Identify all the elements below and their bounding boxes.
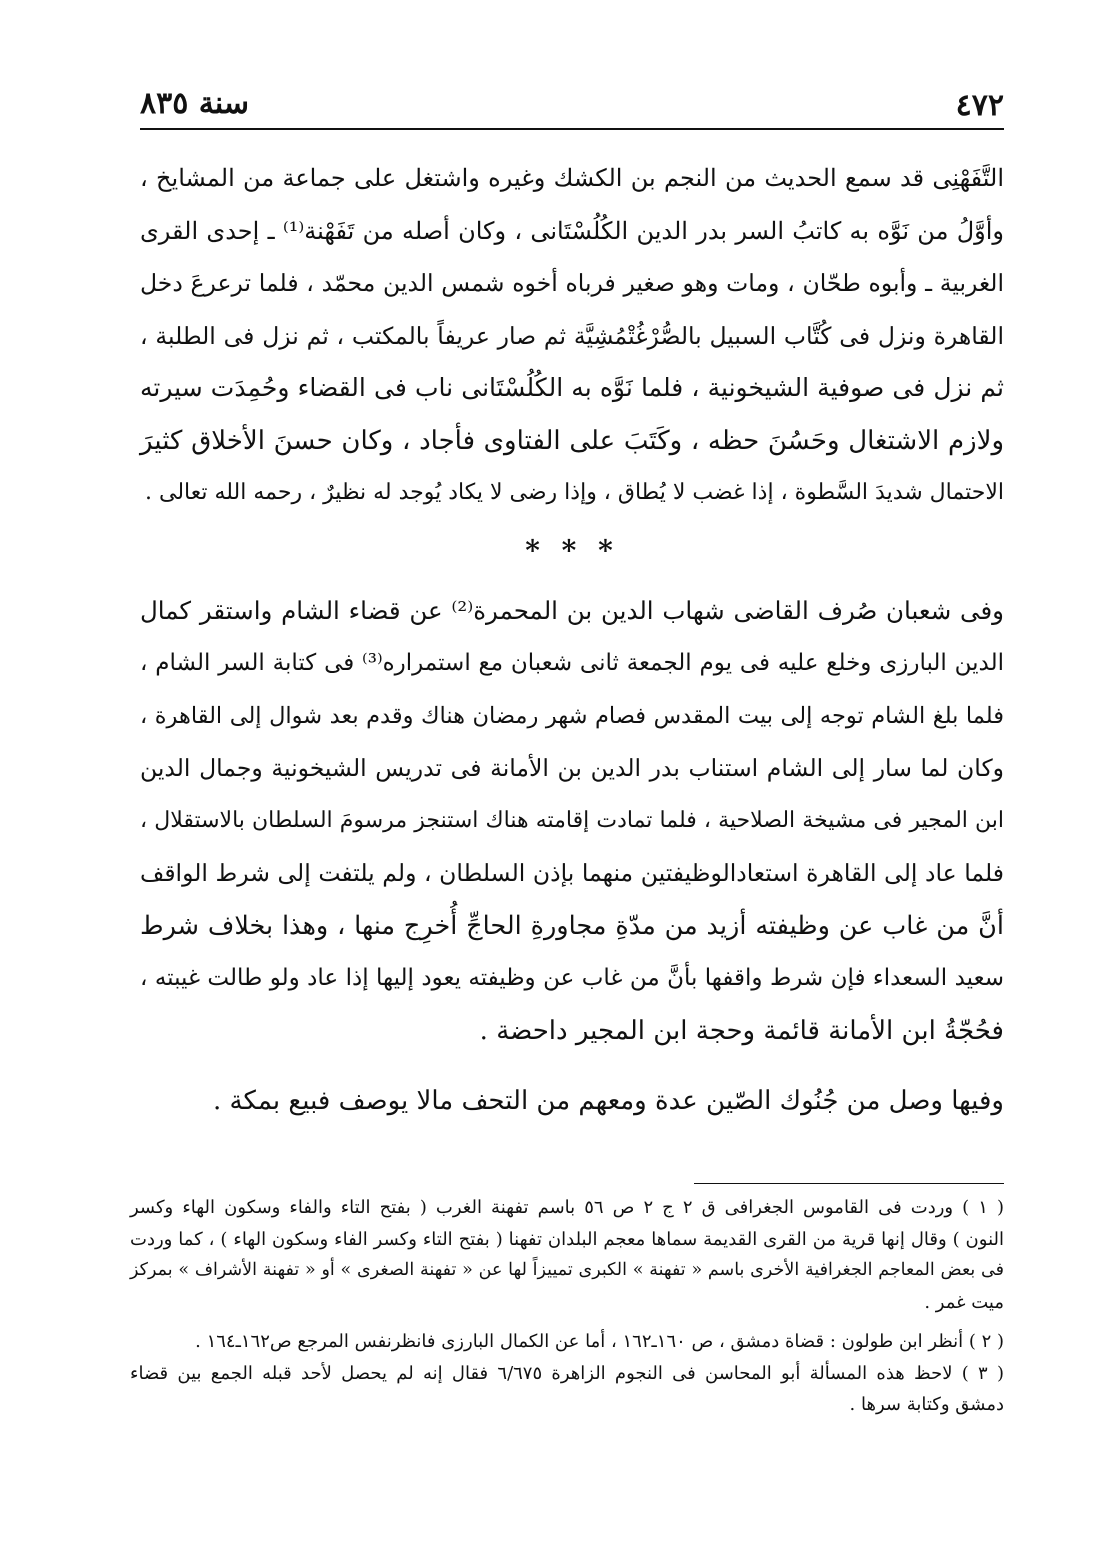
text-line: ابن المجير فى مشيخة الصلاحية ، فلما تمادت إقامته هناك استنجز مرسومَ السلطان بالاستقلال ، — [140, 807, 1004, 833]
text-line: وفى شعبان صُرف القاضى شهاب الدين بن المحمرة⁽²⁾ عن قضاء الشام واستقر كمال — [140, 595, 1004, 625]
text-line: فلما عاد إلى القاهرة استعادالوظيفتين منهما بإذن السلطان ، ولم يلتفت إلى شرط الواقف — [140, 859, 1004, 887]
paragraph-gap — [140, 1057, 1004, 1075]
text-line: وأوَّلُ من نَوَّه به كاتبُ السر بدر الدين الكُلُسْتَانى ، وكان أصله من تَفَهْنة⁽¹⁾ ـ إحدى القرى — [140, 216, 1004, 245]
text-line: ولازم الاشتغال وحَسُنَ حظه ، وكَتَبَ على الفتاوى فأجاد ، وكان حسنَ الأخلاق كثيرَ — [140, 425, 1004, 456]
text-line: فحُجّةُ ابن الأمانة قائمة وحجة ابن المجير داحضة . — [479, 1015, 1004, 1046]
footnote-gap — [130, 1318, 1004, 1326]
paragraph-2 — [140, 585, 1004, 1058]
text-line: القاهرة ونزل فى كُتَّاب السبيل بالصُّرْغُتْمُشِيَّة ثم صار عريفاً بالمكتب ، ثم نزل فى الطلبة ، — [140, 321, 1004, 350]
footnote-line: ( ١ ) وردت فى القاموس الجغرافى ق ٢ ج ٢ ص ٥٦ باسم تفهنة الغرب ( بفتح التاء والفاء وسكون الهاء وكسر — [130, 1197, 1005, 1218]
text-line: وكان لما سار إلى الشام استناب بدر الدين بن الأمانة فى تدريس الشيخونية وجمال الدين — [140, 754, 1004, 782]
footnote-line: دمشق وكتابة سرها . — [849, 1394, 1004, 1415]
footnote-line: ( ٢ ) أنظر ابن طولون : قضاة دمشق ، ص ١٦٠ـ١٦٢ ، أما عن الكمال البارزى فانظرنفس المرجع ص١٦٢ـ١٦٤ . — [195, 1331, 1004, 1352]
footnote-line: فى بعض المعاجم الجغرافية الأخرى باسم « تفهنة » الكبرى تمييزاً لها عن « تفهنة الصغرى » أو « تفهنة الأشراف » بمركز — [130, 1260, 1004, 1280]
footnote-line: النون ) وقال إنها قرية من القرى القديمة سماها معجم البلدان تفهنا ( بفتح التاء وكسر الفاء وسكون الهاء ) ، كما وردت — [130, 1228, 1004, 1250]
paragraph-1 — [140, 152, 1004, 520]
page-number: ٤٧٢ — [955, 88, 1004, 123]
text-line: الدين البارزى وخلع عليه فى يوم الجمعة ثانى شعبان مع استمراره⁽³⁾ فى كتابة السر الشام ، — [140, 650, 1004, 676]
header-rule — [140, 128, 1004, 130]
text-line: الغربية ـ وأبوه طحّان ، ومات وهو صغير فرباه أخوه شمس الدين محمّد ، فلما ترعرعَ دخل — [140, 269, 1004, 297]
text-line: فلما بلغ الشام توجه إلى بيت المقدس فصام شهر رمضان هناك وقدم بعد شوال إلى القاهرة ، — [140, 702, 1004, 729]
text-line: سعيد السعداء فإن شرط واقفها بأنَّ من غاب عن وظيفته يعود إليها إذا عاد ولو طالت غيبته ، — [140, 965, 1004, 991]
text-line: وفيها وصل من جُنُوك الصّين عدة ومعهم من التحف مالا يوصف فبيع بمكة . — [213, 1086, 1004, 1116]
footnote-1 — [130, 1192, 1004, 1318]
running-header-year: سنة ٨٣٥ — [140, 86, 250, 121]
footnote-rule — [694, 1183, 1004, 1184]
section-separator: * * * — [525, 533, 619, 567]
footnote-line: ( ٣ ) لاحظ هذه المسألة أبو المحاسن فى النجوم الزاهرة ٦/٦٧٥ فقال إنه لم يحصل لأحد قبله الجمع بين قضاء — [130, 1362, 1004, 1384]
footnote-line: ميت غمر . — [924, 1291, 1004, 1313]
footnotes — [130, 1192, 1004, 1421]
text-line: الاحتمال شديدَ السَّطوة ، إذا غضب لا يُطاق ، وإذا رضى لا يكاد يُوجد له نظيرٌ ، رحمه الله تعالى . — [145, 480, 1004, 505]
paragraph-3 — [140, 1075, 1004, 1128]
text-line: ثم نزل فى صوفية الشيخونية ، فلما نَوَّه به الكُلُسْتَانى ناب فى القضاء وحُمِدَت سيرته — [140, 373, 1004, 402]
text-line: التَّفَهْنِى قد سمع الحديث من النجم بن الكشك وغيره واشتغل على جماعة من المشايخ ، — [140, 164, 1004, 192]
text-line: أنَّ من غاب عن وظيفته أزيد من مدّةِ مجاورةِ الحاجِّ أُخرِج منها ، وهذا بخلاف شرط — [140, 910, 1004, 941]
footnote-2 — [130, 1326, 1004, 1358]
main-text — [140, 152, 1004, 1128]
footnote-3 — [130, 1358, 1004, 1421]
